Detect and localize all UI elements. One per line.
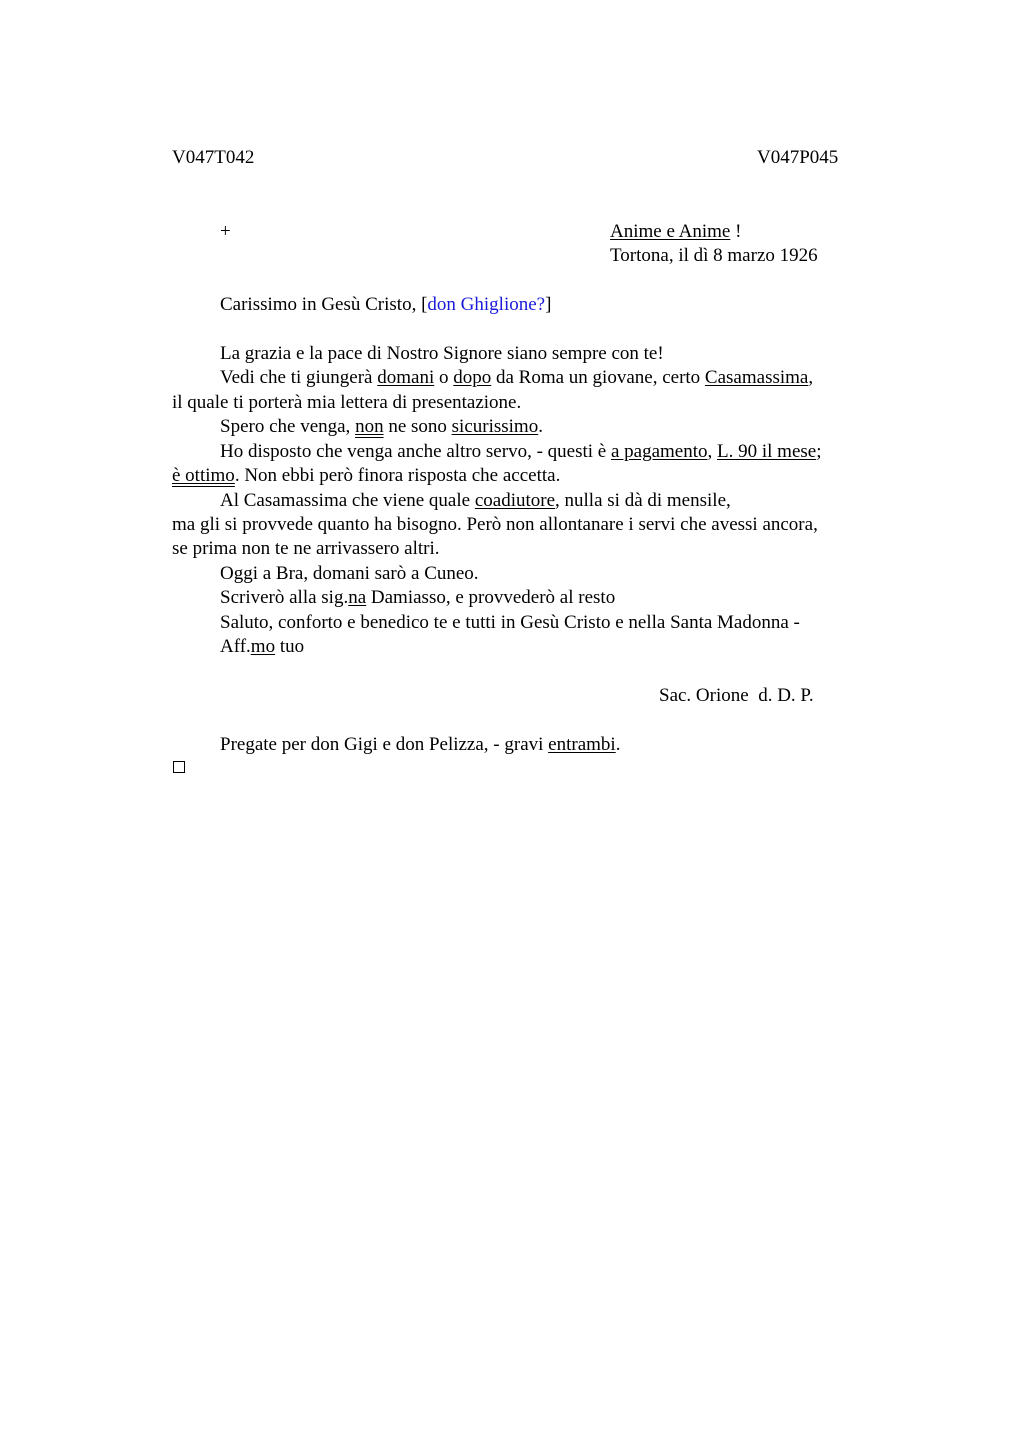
body-line-3: il quale ti porterà mia lettera di presentazione. xyxy=(172,392,522,413)
text-run: Ho disposto che venga anche altro servo, - questi è xyxy=(220,441,611,462)
text-run: Spero che venga, xyxy=(220,416,356,437)
text-run: da Roma un giovane, certo xyxy=(491,367,705,388)
document-code-left: V047T042 xyxy=(172,147,255,168)
text-run: . xyxy=(615,734,621,755)
body-line-7 xyxy=(220,489,731,513)
body-line-5 xyxy=(220,440,822,464)
text-run: Damiasso, e provvederò al resto xyxy=(366,587,616,608)
text-run: ne sono xyxy=(383,416,452,437)
body-line-2 xyxy=(220,366,813,390)
underlined-word: mo xyxy=(250,636,276,657)
text-run: Al Casamassima che viene quale xyxy=(220,490,475,511)
postscript xyxy=(220,733,620,757)
text-run: , xyxy=(707,441,718,462)
signature: Sac. Orione d. D. P. xyxy=(659,685,814,706)
text-run: Scriverò alla sig. xyxy=(220,587,349,608)
text-run: . xyxy=(538,416,543,437)
underlined-word: Casamassima xyxy=(704,367,809,388)
underlined-word: a pagamento xyxy=(610,441,708,462)
text-run: Aff. xyxy=(220,636,251,657)
recipient-name: don Ghiglione? xyxy=(427,294,546,315)
underlined-word: coadiutore xyxy=(474,490,556,511)
underlined-word: na xyxy=(348,587,367,608)
greeting-close: ] xyxy=(545,294,552,315)
underlined-word: L. 90 il mese xyxy=(717,441,817,462)
double-underlined-word: è ottimo xyxy=(172,465,235,486)
motto-suffix: ! xyxy=(730,221,742,242)
body-line-6 xyxy=(172,464,560,488)
place-date: Tortona, il dì 8 marzo 1926 xyxy=(610,245,818,266)
cross-mark: + xyxy=(220,221,231,242)
motto xyxy=(610,220,741,244)
body-line-10: Oggi a Bra, domani sarò a Cuneo. xyxy=(220,563,479,584)
greeting xyxy=(220,293,551,317)
text-run: Pregate per don Gigi e don Pelizza, - gravi xyxy=(220,734,549,755)
text-run: , xyxy=(808,367,814,388)
body-line-9: se prima non te ne arrivassero altri. xyxy=(172,538,440,559)
greeting-text: Carissimo in Gesù Cristo, [ xyxy=(220,294,428,315)
double-underlined-word: non xyxy=(355,416,384,437)
text-run: Vedi che ti giungerà xyxy=(220,367,378,388)
body-line-1: La grazia e la pace di Nostro Signore siano sempre con te! xyxy=(220,343,664,364)
document-code-right: V047P045 xyxy=(757,147,839,168)
text-run: ; xyxy=(816,441,822,462)
end-marker-box-icon xyxy=(173,761,185,773)
body-line-8: ma gli si provvede quanto ha bisogno. Però non allontanare i servi che avessi ancora, xyxy=(172,514,818,535)
underlined-word: dopo xyxy=(453,367,492,388)
text-run: , nulla si dà di mensile, xyxy=(555,490,731,511)
motto-underlined: Anime e Anime xyxy=(610,221,731,242)
body-line-13 xyxy=(220,635,304,659)
underlined-word: sicurissimo xyxy=(451,416,539,437)
text-run: o xyxy=(434,367,454,388)
body-line-4 xyxy=(220,415,543,439)
text-run: tuo xyxy=(275,636,305,657)
body-line-12: Saluto, conforto e benedico te e tutti in Gesù Cristo e nella Santa Madonna - xyxy=(220,612,800,633)
text-run: . Non ebbi però finora risposta che accetta. xyxy=(234,465,561,486)
body-line-11 xyxy=(220,586,615,610)
underlined-word: entrambi xyxy=(548,734,616,755)
underlined-word: domani xyxy=(377,367,435,388)
